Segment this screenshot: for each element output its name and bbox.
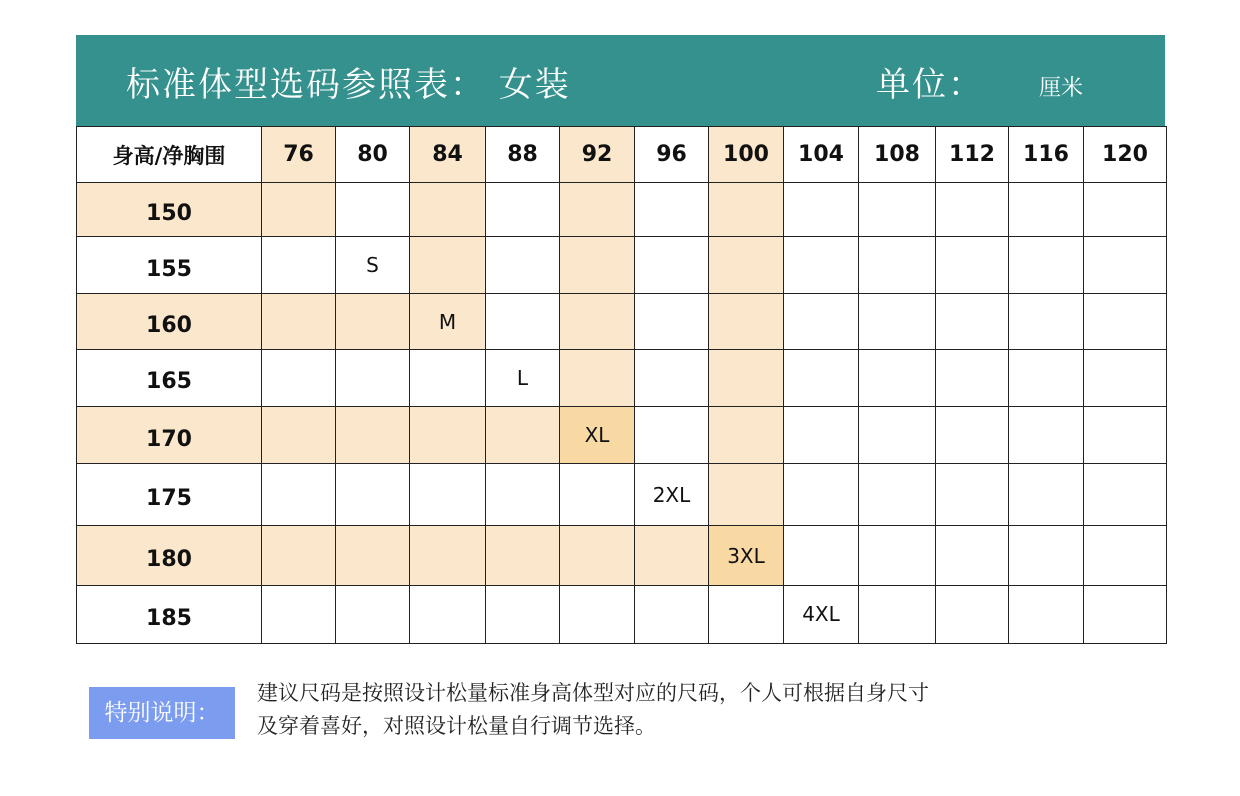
table-cell: [410, 464, 486, 526]
table-row: [77, 294, 1167, 349]
height-header: 185: [77, 585, 262, 643]
unit-value: 厘米: [1039, 76, 1084, 101]
table-cell: [486, 183, 560, 237]
table-cell: [936, 349, 1009, 406]
table-row: [77, 464, 1167, 526]
table-cell: [1084, 349, 1167, 406]
table-row: [77, 526, 1167, 585]
table-cell: [1084, 406, 1167, 463]
table-cell: [859, 349, 936, 406]
size-cell: S: [336, 237, 410, 294]
table-cell: [410, 406, 486, 463]
size-cell: M: [410, 294, 486, 349]
corner-header: 身高/净胸围: [77, 127, 262, 183]
table-cell: [784, 464, 859, 526]
table-cell: [784, 294, 859, 349]
table-cell: [859, 183, 936, 237]
height-header: 170: [77, 406, 262, 463]
table-cell: [486, 294, 560, 349]
size-table: [76, 126, 1167, 644]
table-cell: [336, 464, 410, 526]
table-cell: [784, 237, 859, 294]
table-row: [77, 406, 1167, 463]
bust-header: 120: [1084, 127, 1167, 183]
table-cell: [486, 237, 560, 294]
table-cell: [262, 585, 336, 643]
unit-label: 单位：: [876, 65, 984, 105]
table-cell: [635, 294, 709, 349]
bust-header: 88: [486, 127, 560, 183]
table-cell: [410, 183, 486, 237]
table-cell: [486, 406, 560, 463]
height-header: 165: [77, 349, 262, 406]
table-cell: [560, 585, 635, 643]
bust-header: 104: [784, 127, 859, 183]
table-cell: [262, 406, 336, 463]
table-cell: [859, 294, 936, 349]
table-cell: [936, 294, 1009, 349]
table-cell: [784, 526, 859, 585]
table-cell: [709, 294, 784, 349]
table-cell: [936, 464, 1009, 526]
table-cell: [635, 526, 709, 585]
table-cell: [1009, 183, 1084, 237]
table-cell: [936, 585, 1009, 643]
table-cell: [486, 464, 560, 526]
table-cell: [1009, 464, 1084, 526]
table-cell: [635, 183, 709, 237]
size-cell: L: [486, 349, 560, 406]
bust-header: 92: [560, 127, 635, 183]
note-line-2: 及穿着喜好，对照设计松量自行调节选择。: [257, 714, 656, 738]
table-cell: [262, 464, 336, 526]
table-cell: [1009, 349, 1084, 406]
table-cell: [709, 183, 784, 237]
height-header: 155: [77, 237, 262, 294]
table-cell: [1009, 526, 1084, 585]
size-cell: 4XL: [784, 585, 859, 643]
size-cell: 2XL: [635, 464, 709, 526]
table-cell: [1009, 237, 1084, 294]
table-cell: [709, 585, 784, 643]
bust-header: 96: [635, 127, 709, 183]
table-cell: [560, 526, 635, 585]
table-cell: [262, 526, 336, 585]
table-cell: [709, 464, 784, 526]
table-cell: [1084, 237, 1167, 294]
table-cell: [784, 349, 859, 406]
table-cell: [709, 349, 784, 406]
table-cell: [336, 406, 410, 463]
table-cell: [1009, 294, 1084, 349]
table-cell: [336, 294, 410, 349]
table-cell: [936, 183, 1009, 237]
table-cell: [1084, 585, 1167, 643]
table-cell: [410, 526, 486, 585]
height-header: 175: [77, 464, 262, 526]
bust-header: 100: [709, 127, 784, 183]
table-cell: [709, 406, 784, 463]
table-cell: [486, 526, 560, 585]
table-cell: [560, 237, 635, 294]
table-row: [77, 183, 1167, 237]
height-header: 150: [77, 183, 262, 237]
chart-title: 标准体型选码参照表： 女装: [126, 65, 571, 105]
table-cell: [336, 183, 410, 237]
table-cell: [936, 237, 1009, 294]
table-cell: [859, 406, 936, 463]
table-cell: [859, 464, 936, 526]
table-header-row: [77, 127, 1167, 183]
table-cell: [936, 526, 1009, 585]
size-cell: 3XL: [709, 526, 784, 585]
table-cell: [262, 349, 336, 406]
table-cell: [410, 237, 486, 294]
table-cell: [1084, 294, 1167, 349]
table-cell: [410, 349, 486, 406]
table-cell: [936, 406, 1009, 463]
table-cell: [859, 237, 936, 294]
table-cell: [859, 585, 936, 643]
table-cell: [410, 585, 486, 643]
table-cell: [1084, 183, 1167, 237]
bust-header: 108: [859, 127, 936, 183]
table-cell: [1084, 526, 1167, 585]
note-badge: 特别说明：: [89, 687, 235, 739]
table-cell: [1009, 406, 1084, 463]
table-cell: [336, 349, 410, 406]
table-row: [77, 349, 1167, 406]
table-row: [77, 237, 1167, 294]
table-cell: [560, 183, 635, 237]
note-line-1: 建议尺码是按照设计松量标准身高体型对应的尺码，个人可根据自身尺寸: [257, 681, 929, 705]
height-header: 180: [77, 526, 262, 585]
table-cell: [784, 406, 859, 463]
table-row: [77, 585, 1167, 643]
table-cell: [859, 526, 936, 585]
bust-header: 116: [1009, 127, 1084, 183]
table-cell: [635, 237, 709, 294]
table-cell: [262, 183, 336, 237]
size-cell: XL: [560, 406, 635, 463]
table-cell: [560, 294, 635, 349]
bust-header: 76: [262, 127, 336, 183]
bust-header: 80: [336, 127, 410, 183]
table-cell: [560, 464, 635, 526]
table-cell: [784, 183, 859, 237]
table-cell: [1084, 464, 1167, 526]
table-cell: [1009, 585, 1084, 643]
table-cell: [635, 585, 709, 643]
table-cell: [336, 585, 410, 643]
height-header: 160: [77, 294, 262, 349]
bust-header: 112: [936, 127, 1009, 183]
note-text: [257, 677, 1157, 743]
table-cell: [336, 526, 410, 585]
table-cell: [709, 237, 784, 294]
table-cell: [560, 349, 635, 406]
table-cell: [262, 294, 336, 349]
size-chart-header: [76, 35, 1165, 126]
bust-header: 84: [410, 127, 486, 183]
table-cell: [262, 237, 336, 294]
table-cell: [635, 349, 709, 406]
table-cell: [635, 406, 709, 463]
table-cell: [486, 585, 560, 643]
